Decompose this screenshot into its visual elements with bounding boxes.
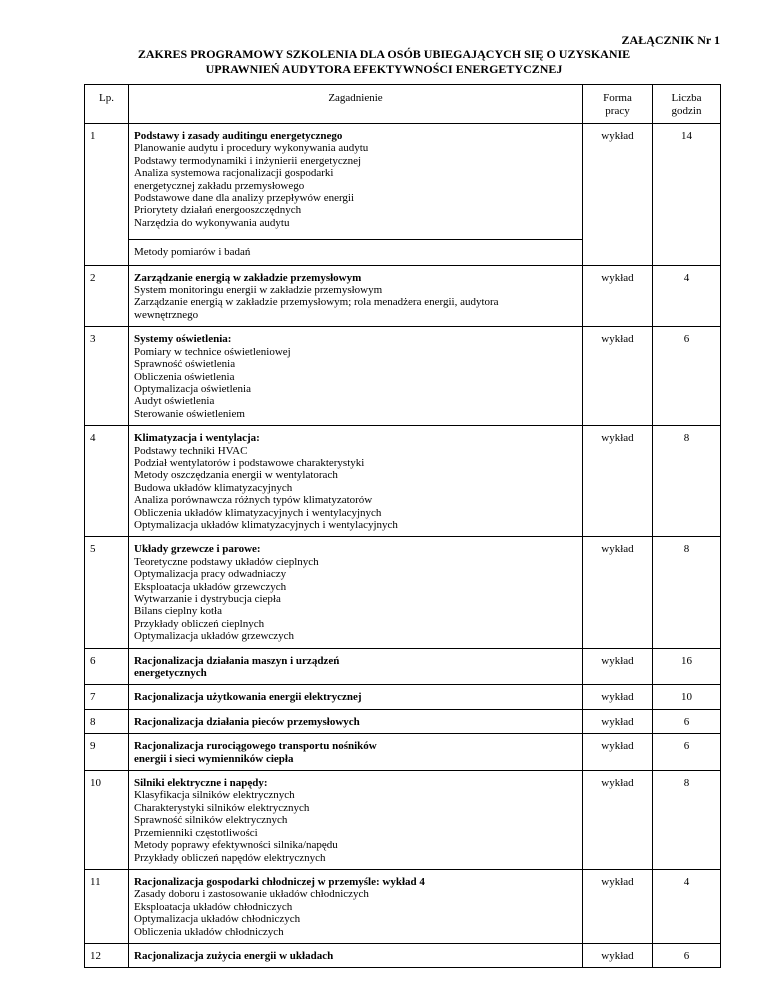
- topic-item: Analiza systemowa racjonalizacji gospodarki: [134, 167, 334, 180]
- row-form: wykład: [583, 327, 653, 426]
- topic-item: Sterowanie oświetleniem: [134, 407, 245, 420]
- topic-item: Optymalizacja układów chłodniczych: [134, 913, 301, 926]
- table-row: [85, 734, 721, 771]
- topic-item: Narzędzia do wykonywania audytu: [134, 216, 290, 229]
- topic-item: Przemienniki częstotliwości: [134, 826, 258, 839]
- table-row: [85, 869, 721, 943]
- row-topic: [129, 327, 583, 426]
- row-hours: 8: [653, 771, 721, 870]
- topic-title: Klimatyzacja i wentylacja:: [134, 432, 260, 445]
- table-row: [85, 709, 721, 733]
- row-form: wykład: [583, 734, 653, 771]
- row-number: 9: [85, 734, 129, 771]
- topic-continuation: Metody pomiarów i badań: [129, 240, 583, 265]
- topic-item: Sprawność silników elektrycznych: [134, 814, 288, 827]
- row-hours: 6: [653, 709, 721, 733]
- topic-item: System monitoringu energii w zakładzie przemysłowym: [134, 284, 383, 297]
- topic-item: Podstawowe dane dla analizy przepływów energii: [134, 192, 355, 205]
- title-line-2: UPRAWNIEŃ AUDYTORA EFEKTYWNOŚCI ENERGETYCZNEJ: [205, 62, 563, 76]
- row-number: 12: [85, 943, 129, 967]
- topic-item: Audyt oświetlenia: [134, 395, 215, 408]
- topic-item: Priorytety działań energooszczędnych: [134, 204, 302, 217]
- topic-item: Teoretyczne podstawy układów cieplnych: [134, 555, 319, 568]
- table-row: [85, 648, 721, 685]
- row-form: wykład: [583, 537, 653, 648]
- row-number: 11: [85, 869, 129, 943]
- topic-item: Podział wentylatorów i podstawowe charakterystyki: [134, 456, 365, 469]
- topic-title: Racjonalizacja działania pieców przemysłowych: [134, 715, 360, 728]
- topic-item: Pomiary w technice oświetleniowej: [134, 345, 291, 358]
- row-hours: 4: [653, 265, 721, 327]
- row-number: 4: [85, 426, 129, 537]
- row-hours: 10: [653, 685, 721, 709]
- title-line-1: ZAKRES PROGRAMOWY SZKOLENIA DLA OSÓB UBIEGAJĄCYCH SIĘ O UZYSKANIE: [137, 47, 631, 61]
- row-topic: [129, 265, 583, 327]
- topic-item: energetycznej zakładu przemysłowego: [134, 179, 305, 192]
- topic-item: Charakterystyki silników elektrycznych: [134, 801, 310, 814]
- table-row: [85, 771, 721, 870]
- topic-item: Przykłady obliczeń cieplnych: [134, 617, 265, 630]
- row-form: wykład: [583, 709, 653, 733]
- document-title: [48, 47, 720, 77]
- row-number: 1: [85, 124, 129, 266]
- topic-title: Układy grzewcze i parowe:: [134, 543, 261, 556]
- column-header-form-line-1: Forma: [603, 92, 632, 104]
- row-topic: [129, 648, 583, 685]
- topic-item: Optymalizacja układów klimatyzacyjnych i wentylacyjnych: [134, 518, 398, 531]
- topic-title: Racjonalizacja użytkowania energii elektrycznej: [134, 691, 362, 704]
- row-form: wykład: [583, 771, 653, 870]
- table-row: [85, 265, 721, 327]
- topic-item: Planowanie audytu i procedury wykonywania audytu: [134, 142, 369, 155]
- column-header-lp: Lp.: [85, 85, 129, 124]
- topic-item: Metody oszczędzania energii w wentylatorach: [134, 469, 338, 482]
- row-topic: [129, 869, 583, 943]
- column-header-topic: Zagadnienie: [129, 85, 583, 124]
- topic-item: Obliczenia układów klimatyzacyjnych i wentylacyjnych: [134, 506, 382, 519]
- topic-title: Racjonalizacja gospodarki chłodniczej w przemyśle: wykład 4: [134, 875, 425, 888]
- column-header-form: [583, 85, 653, 124]
- topic-item: Sprawność oświetlenia: [134, 358, 236, 371]
- table-row: [85, 426, 721, 537]
- topic-title-line: Racjonalizacja działania maszyn i urządzeń: [134, 654, 340, 667]
- topic-item: Budowa układów klimatyzacyjnych: [134, 481, 293, 494]
- topic-item: Wytwarzanie i dystrybucja ciepła: [134, 593, 281, 605]
- row-hours: 4: [653, 869, 721, 943]
- topic-item: Obliczenia układów chłodniczych: [134, 925, 284, 938]
- topic-title: Podstawy i zasady auditingu energetycznego: [134, 130, 343, 142]
- row-topic: [129, 734, 583, 771]
- row-topic: [129, 426, 583, 537]
- row-topic: [129, 124, 583, 240]
- column-header-hours: [653, 85, 721, 124]
- topic-item: Podstawy techniki HVAC: [134, 444, 248, 457]
- row-hours: 14: [653, 124, 721, 266]
- column-header-hours-line-1: Liczba: [671, 92, 702, 104]
- topic-item: Bilans cieplny kotła: [134, 605, 222, 618]
- topic-title-line: Racjonalizacja rurociągowego transportu nośników: [134, 740, 377, 753]
- row-number: 2: [85, 265, 129, 327]
- topic-item: Obliczenia oświetlenia: [134, 370, 235, 383]
- table-row: [85, 685, 721, 709]
- row-hours: 8: [653, 537, 721, 648]
- topic-item: Optymalizacja układów grzewczych: [134, 630, 295, 643]
- table-row: [85, 124, 721, 240]
- topic-item: Eksploatacja układów chłodniczych: [134, 900, 293, 913]
- topic-item: Klasyfikacja silników elektrycznych: [134, 789, 295, 802]
- row-form: wykład: [583, 685, 653, 709]
- column-header-form-line-2: pracy: [605, 105, 630, 117]
- table-row: [85, 327, 721, 426]
- table-header-row: [85, 85, 721, 124]
- row-topic: [129, 771, 583, 870]
- row-form: wykład: [583, 869, 653, 943]
- topic-item: Zasady doboru i zastosowanie układów chłodniczych: [134, 888, 369, 901]
- topic-item: Eksploatacja układów grzewczych: [134, 580, 287, 593]
- table-row: [85, 943, 721, 967]
- row-form: wykład: [583, 124, 653, 266]
- topic-title: Silniki elektryczne i napędy:: [134, 777, 268, 790]
- row-hours: 16: [653, 648, 721, 685]
- topic-title-line: energetycznych: [134, 667, 207, 680]
- topic-item: Zarządzanie energią w zakładzie przemysłowym; rola menadżera energii, audytora: [134, 296, 499, 309]
- topic-title-line: energii i sieci wymienników ciepła: [134, 752, 294, 765]
- attachment-label: ZAŁĄCZNIK Nr 1: [621, 33, 720, 47]
- row-topic: [129, 709, 583, 733]
- row-number: 5: [85, 537, 129, 648]
- table-row: [85, 537, 721, 648]
- topic-item: Analiza porównawcza różnych typów klimatyzatorów: [134, 494, 373, 507]
- row-form: wykład: [583, 426, 653, 537]
- row-hours: 6: [653, 943, 721, 967]
- row-hours: 6: [653, 327, 721, 426]
- row-form: wykład: [583, 648, 653, 685]
- topic-item: wewnętrznego: [134, 308, 199, 321]
- row-number: 3: [85, 327, 129, 426]
- row-number: 10: [85, 771, 129, 870]
- row-topic: [129, 943, 583, 967]
- row-topic: [129, 685, 583, 709]
- row-form: wykład: [583, 265, 653, 327]
- program-table: [84, 84, 721, 968]
- row-number: 8: [85, 709, 129, 733]
- column-header-hours-line-2: godzin: [671, 105, 702, 117]
- topic-title: Zarządzanie energią w zakładzie przemysłowym: [134, 271, 362, 284]
- row-number: 6: [85, 648, 129, 685]
- topic-title: Racjonalizacja zużycia energii w układach: [134, 949, 334, 962]
- row-number: 7: [85, 685, 129, 709]
- topic-item: Przykłady obliczeń napędów elektrycznych: [134, 851, 326, 864]
- row-topic: [129, 537, 583, 648]
- topic-item: Optymalizacja oświetlenia: [134, 382, 251, 395]
- topic-item: Podstawy termodynamiki i inżynierii energetycznej: [134, 154, 362, 167]
- row-form: wykład: [583, 943, 653, 967]
- row-hours: 8: [653, 426, 721, 537]
- row-hours: 6: [653, 734, 721, 771]
- topic-item: Optymalizacja pracy odwadniaczy: [134, 568, 287, 581]
- topic-item: Metody poprawy efektywności silnika/napędu: [134, 839, 338, 852]
- topic-title: Systemy oświetlenia:: [134, 333, 232, 346]
